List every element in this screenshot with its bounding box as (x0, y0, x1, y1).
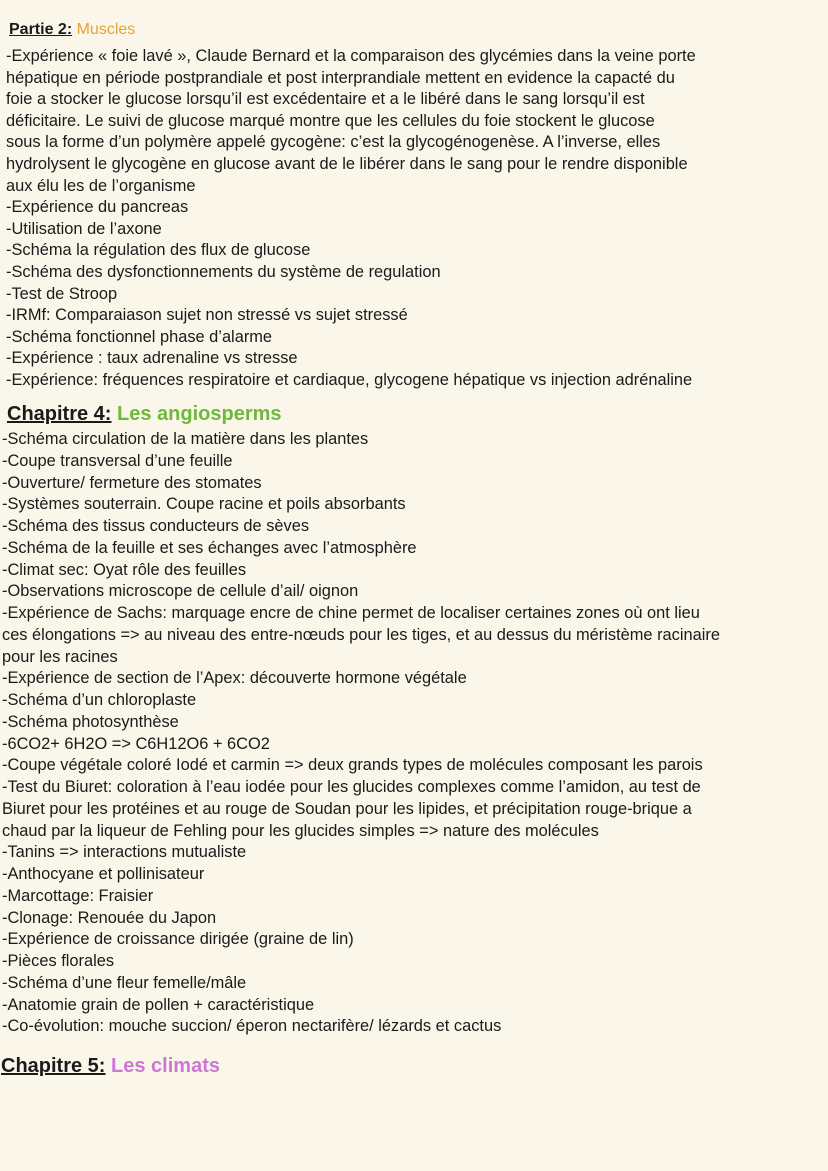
chapter4-line: -Systèmes souterrain. Coupe racine et poils absorbants (2, 495, 406, 514)
part2-line: sous la forme d’un polymère appelé gycogène: c’est la glycogénogenèse. A l’inverse, elles (6, 133, 661, 152)
chapter4-body (2, 429, 824, 1038)
chapter4-line: -Expérience de croissance dirigée (graine de lin) (2, 930, 354, 949)
chapter4-line: -Climat sec: Oyat rôle des feuilles (2, 560, 247, 579)
chapter4-line: -Schéma photosynthèse (2, 712, 179, 731)
chapter5-title: Les climats (111, 1055, 220, 1077)
chapter5-label: Chapitre 5: (1, 1055, 106, 1077)
chapter4-line: -Ouverture/ fermeture des stomates (2, 473, 262, 492)
chapter4-line: -Tanins => interactions mutualiste (2, 843, 247, 862)
chapter4-line: -Schéma de la feuille et ses échanges avec l’atmosphère (2, 538, 417, 557)
chapter4-title: Les angiosperms (117, 403, 282, 425)
part2-line: -Expérience : taux adrenaline vs stresse (6, 349, 298, 368)
part2-line: foie a stocker le glucose lorsqu’il est excédentaire et a le libéré dans le sang lorsqu’il est (6, 90, 645, 109)
chapter4-line: -Expérience de Sachs: marquage encre de chine permet de localiser certaines zones où ont lieu (2, 604, 700, 622)
part2-line: -Schéma fonctionnel phase d’alarme (6, 327, 273, 346)
chapter4-line: -Marcottage: Fraisier (2, 886, 154, 905)
part2-heading (9, 20, 135, 40)
chapter4-line: -Schéma d’une fleur femelle/mâle (2, 973, 247, 992)
chapter4-line: ces élongations => au niveau des entre-nœuds pour les tiges, et au dessus du méristème racinaire (2, 625, 720, 644)
part2-line: -Expérience « foie lavé », Claude Bernard et la comparaison des glycémies dans la veine porte (6, 47, 696, 65)
chapter4-line: chaud par la liqueur de Fehling pour les glucides simples => nature des molécules (2, 821, 599, 840)
chapter4-line: -Observations microscope de cellule d’ail/ oignon (2, 582, 359, 601)
chapter4-line: -Test du Biuret: coloration à l’eau iodée pour les glucides complexes comme l’amidon, au test de (2, 778, 701, 796)
part2-line: -Test de Stroop (6, 284, 118, 303)
chapter4-line: pour les racines (2, 647, 118, 666)
chapter4-line: Biuret pour les protéines et au rouge de Soudan pour les lipides, et précipitation rouge-brique a (2, 799, 692, 818)
part2-line: -Schéma des dysfonctionnements du système de regulation (6, 262, 441, 281)
chapter4-line: -Anthocyane et pollinisateur (2, 865, 205, 883)
chapter4-line: -Schéma circulation de la matière dans les plantes (2, 430, 369, 448)
chapter4-line: -Coupe transversal d’une feuille (2, 451, 233, 470)
part2-line: -Expérience du pancreas (6, 198, 189, 217)
chapter4-line: -Schéma d’un chloroplaste (2, 691, 197, 709)
part2-line: -Expérience: fréquences respiratoire et cardiaque, glycogene hépatique vs injection adrénaline (6, 370, 693, 389)
part2-line: hépatique en période postprandiale et post interprandiale mettent en evidence la capacté du (6, 68, 675, 87)
chapter4-line: -Clonage: Renouée du Japon (2, 908, 217, 927)
chapter4-line: -Anatomie grain de pollen + caractéristique (2, 995, 315, 1014)
chapter4-line: -Expérience de section de l’Apex: découverte hormone végétale (2, 669, 467, 688)
part2-label: Partie 2: (9, 21, 73, 38)
part2-line: -Utilisation de l’axone (6, 219, 162, 238)
part2-line: hydrolysent le glycogène en glucose avant de le libérer dans le sang pour le rendre disponible (6, 154, 688, 173)
chapter4-line: -Co-évolution: mouche succion/ éperon nectarifère/ lézards et cactus (2, 1017, 502, 1036)
chapter5-heading (1, 1054, 220, 1078)
chapter4-line: -Coupe végétale coloré Iodé et carmin => deux grands types de molécules composant les parois (2, 756, 703, 775)
chapter4-heading (7, 402, 282, 426)
part2-line: -IRMf: Comparaiason sujet non stressé vs sujet stressé (6, 306, 408, 325)
part2-body (6, 46, 806, 392)
part2-line: déficitaire. Le suivi de glucose marqué montre que les cellules du foie stockent le glucose (6, 111, 655, 130)
part2-line: aux élu les de l’organisme (6, 176, 196, 195)
chapter4-label: Chapitre 4: (7, 403, 112, 425)
part2-title: Muscles (76, 21, 136, 38)
chapter4-line: -Pièces florales (2, 952, 115, 970)
chapter4-line: -Schéma des tissus conducteurs de sèves (2, 517, 310, 535)
chapter4-line: -6CO2+ 6H2O => C6H12O6 + 6CO2 (2, 734, 270, 753)
part2-line: -Schéma la régulation des flux de glucose (6, 241, 311, 260)
